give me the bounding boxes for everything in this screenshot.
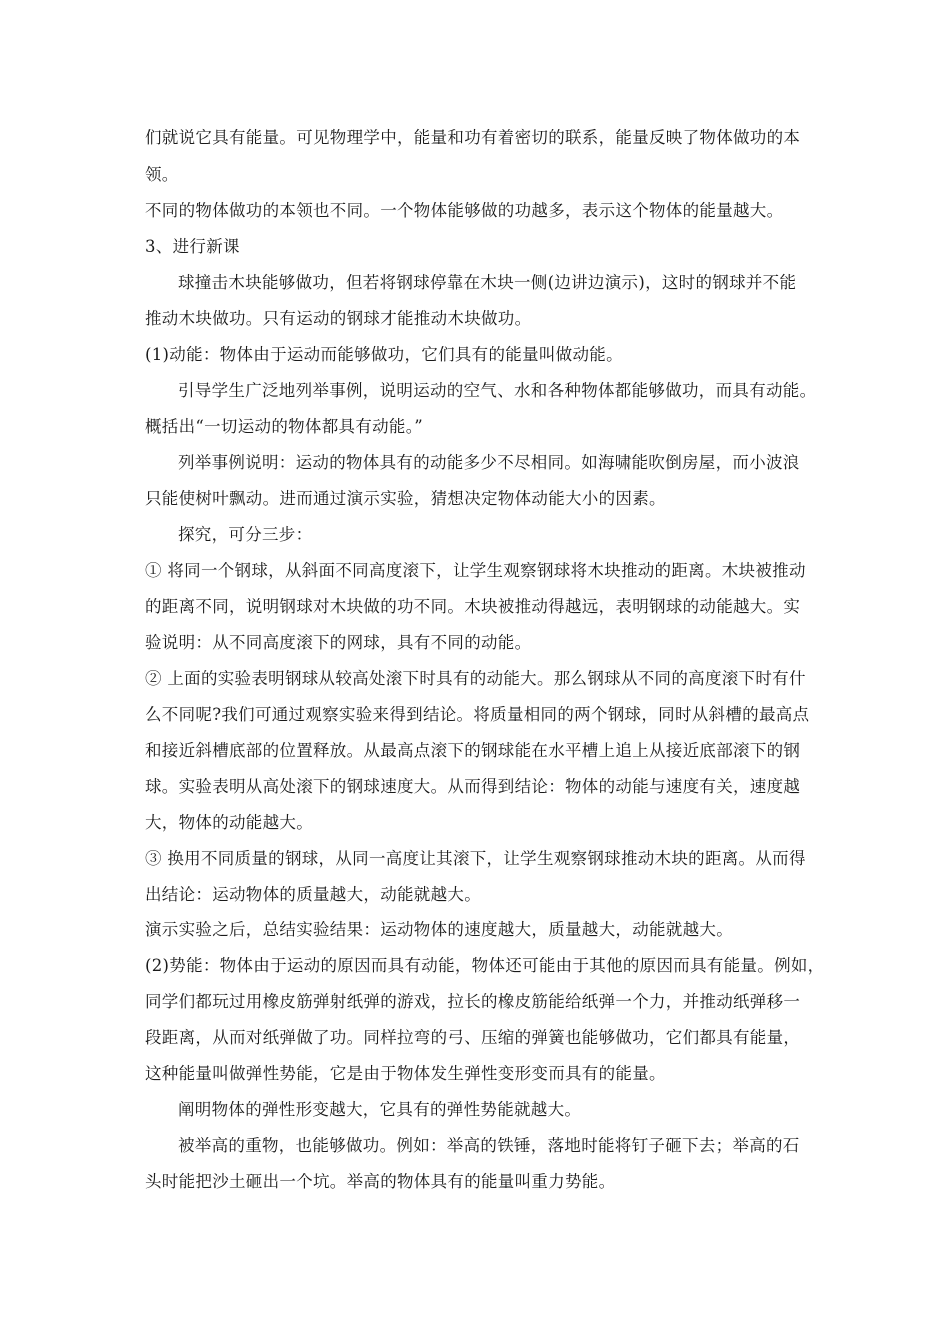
text-line: 球。实验表明从高处滚下的钢球速度大。从而得到结论：物体的动能与速度有关，速度越 — [145, 777, 801, 796]
text-line: ① 将同一个钢球，从斜面不同高度滚下，让学生观察钢球将木块推动的距离。木块被推动 — [145, 561, 806, 580]
text-line: 同学们都玩过用橡皮筋弹射纸弹的游戏，拉长的橡皮筋能给纸弹一个力，并推动纸弹移一 — [145, 992, 801, 1011]
text-line: 阐明物体的弹性形变越大，它具有的弹性势能就越大。 — [178, 1100, 582, 1119]
text-line: 么不同呢?我们可通过观察实验来得到结论。将质量相同的两个钢球，同时从斜槽的最高点 — [145, 705, 810, 724]
text-line: 列举事例说明：运动的物体具有的动能多少不尽相同。如海啸能吹倒房屋，而小波浪 — [178, 453, 800, 472]
section-heading: 3、进行新课 — [145, 237, 240, 256]
text-line: (2)势能：物体由于运动的原因而具有动能，物体还可能由于其他的原因而具有能量。例如， — [145, 956, 825, 975]
text-line: 演示实验之后，总结实验结果：运动物体的速度越大，质量越大，动能就越大。 — [145, 920, 733, 939]
text-line: 被举高的重物，也能够做功。例如：举高的铁锤，落地时能将钉子砸下去；举高的石 — [178, 1136, 800, 1155]
text-line: ② 上面的实验表明钢球从较高处滚下时具有的动能大。那么钢球从不同的高度滚下时有什 — [145, 669, 806, 688]
text-line: ③ 换用不同质量的钢球，从同一高度让其滚下，让学生观察钢球推动木块的距离。从而得 — [145, 849, 806, 868]
text-line: 段距离，从而对纸弹做了功。同样拉弯的弓、压缩的弹簧也能够做功，它们都具有能量， — [145, 1028, 801, 1047]
text-line: 这种能量叫做弹性势能，它是由于物体发生弹性变形变而具有的能量。 — [145, 1064, 666, 1083]
text-line: 出结论：运动物体的质量越大，动能就越大。 — [145, 885, 481, 904]
text-line: 推动木块做功。只有运动的钢球才能推动木块做功。 — [145, 309, 532, 328]
text-line: 大，物体的动能越大。 — [145, 813, 313, 832]
text-line: 和接近斜槽底部的位置释放。从最高点滚下的钢球能在水平槽上追上从接近底部滚下的钢 — [145, 741, 801, 760]
text-line: 头时能把沙土砸出一个坑。举高的物体具有的能量叫重力势能。 — [145, 1172, 616, 1191]
text-line: 球撞击木块能够做功，但若将钢球停靠在木块一侧(边讲边演示)，这时的钢球并不能 — [178, 273, 797, 292]
text-line: 不同的物体做功的本领也不同。一个物体能够做的功越多，表示这个物体的能量越大。 — [145, 201, 784, 220]
text-line: 探究，可分三步： — [178, 525, 313, 544]
text-line: 验说明：从不同高度滚下的网球，具有不同的动能。 — [145, 633, 532, 652]
text-line: 概括出“一切运动的物体都具有动能。” — [145, 417, 424, 436]
text-line: (1)动能：物体由于运动而能够做功，它们具有的能量叫做动能。 — [145, 345, 623, 364]
text-line: 们就说它具有能量。可见物理学中，能量和功有着密切的联系，能量反映了物体做功的本 — [145, 128, 801, 147]
text-line: 领。 — [145, 165, 179, 184]
text-line: 只能使树叶飘动。进而通过演示实验，猜想决定物体动能大小的因素。 — [145, 489, 666, 508]
text-line: 的距离不同，说明钢球对木块做的功不同。木块被推动得越远，表明钢球的动能越大。实 — [145, 597, 801, 616]
text-line: 引导学生广泛地列举事例，说明运动的空气、水和各种物体都能够做功，而具有动能。 — [178, 381, 817, 400]
